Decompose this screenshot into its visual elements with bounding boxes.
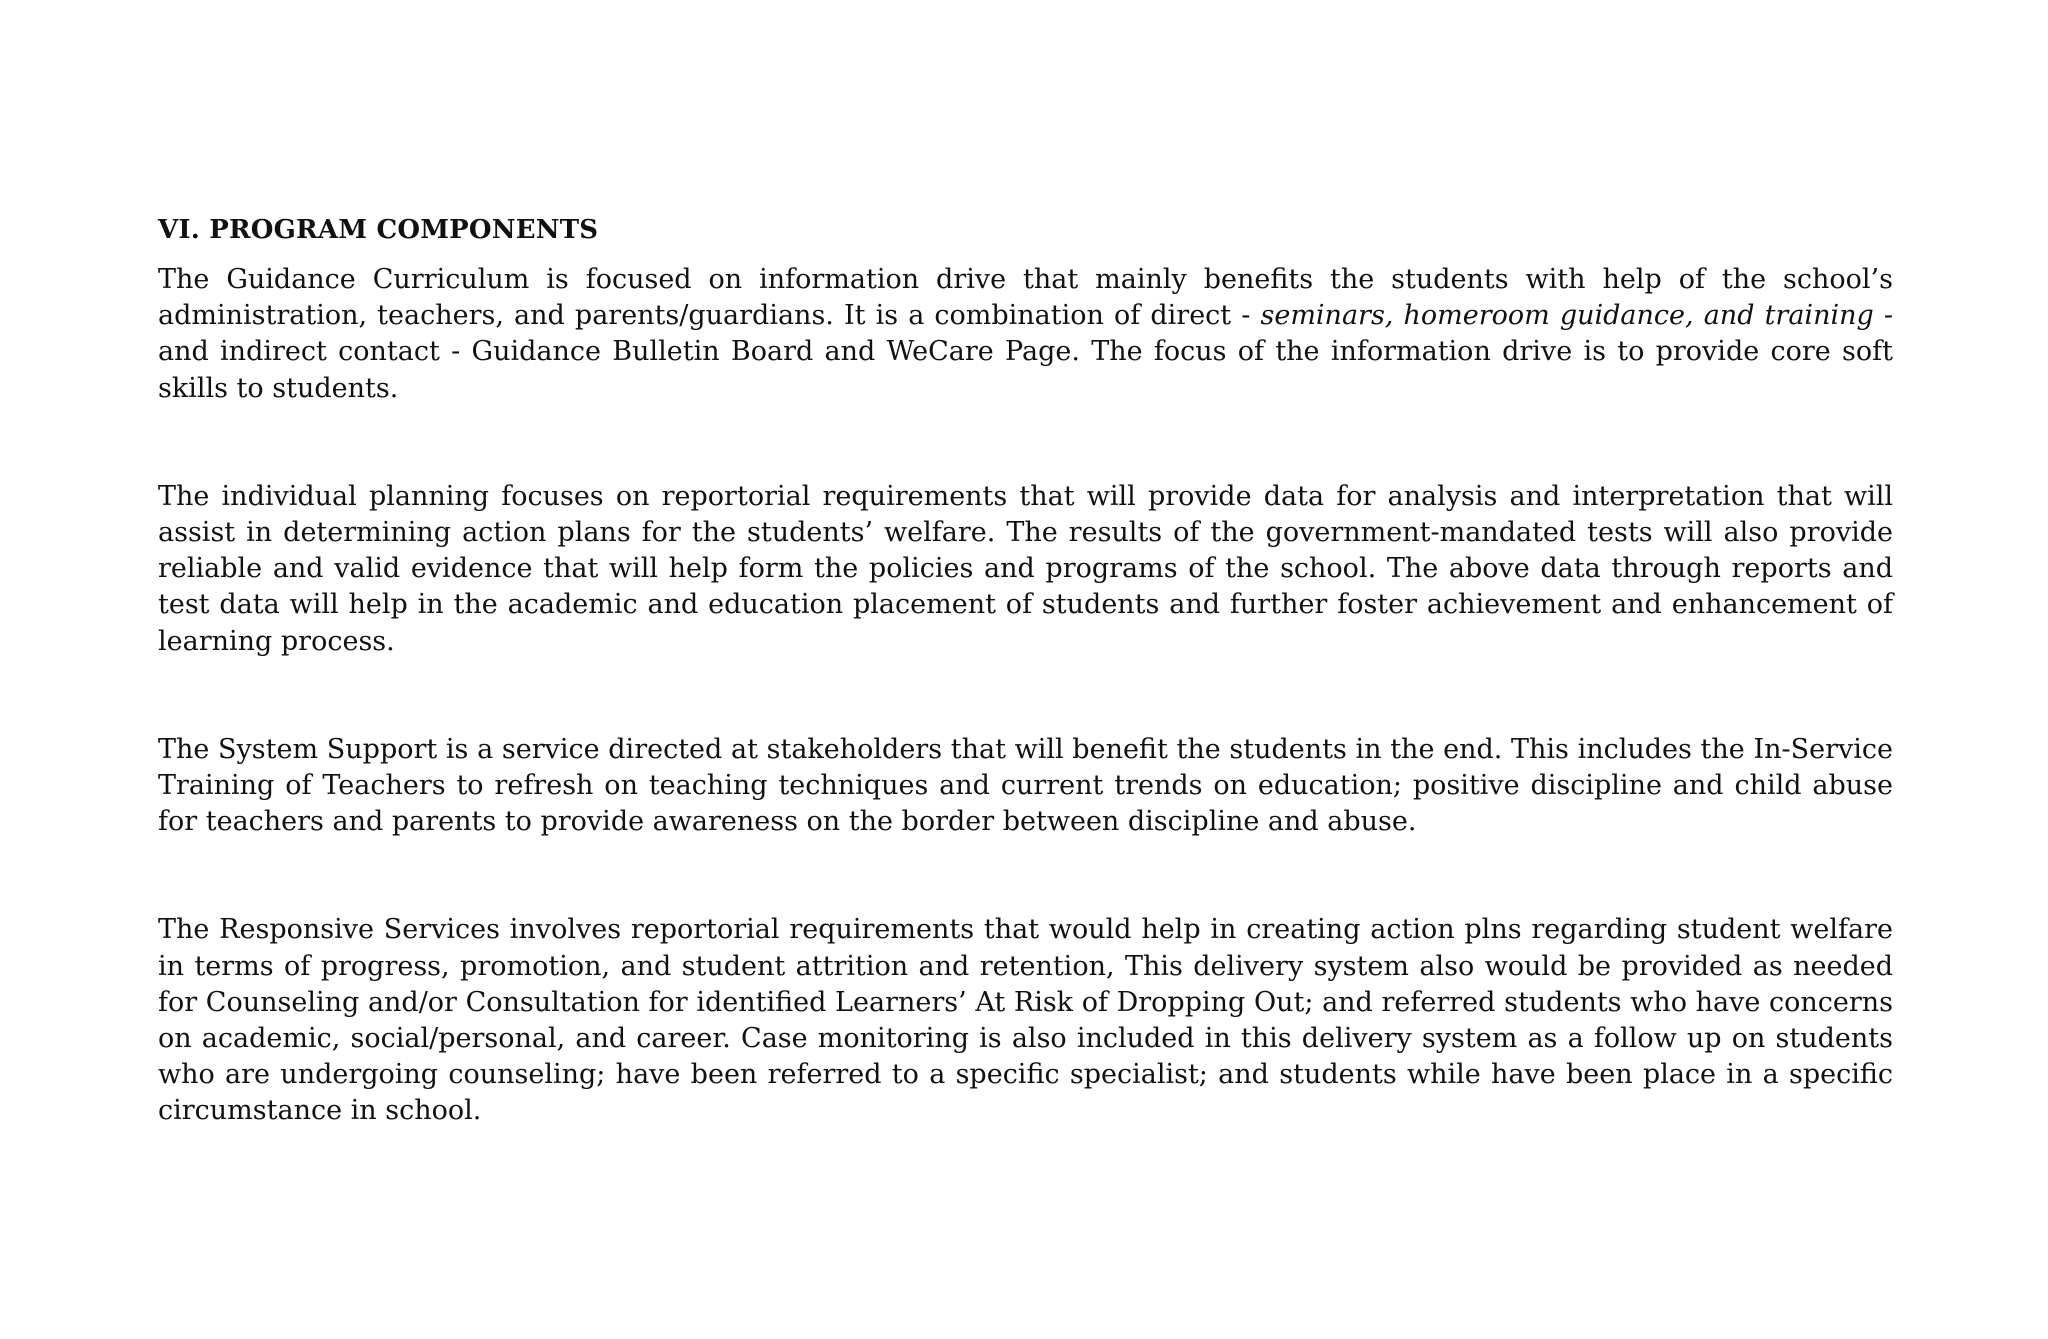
paragraph-responsive-services: The Responsive Services involves reportorial requirements that would help in creating action plns regarding student welfare in terms of progress, promotion, and student attrition and retention, This delivery system also would be provided as needed for Counseling and/or Consultation for identified Learners’ At Risk of Dropping Out; and referred students who have concerns on academic, social/personal, and career. Case monitoring is also included in this delivery system as a follow up on students who are undergoing counseling; have been referred to a specific specialist; and students while have been place in a specific circumstance in school.: [158, 914, 1893, 1127]
paragraph-system-support: The System Support is a service directed at stakeholders that will benefit the students in the end. This includes the In-Service Training of Teachers to refresh on teaching techniques and current trends on education; positive discipline and child abuse for teachers and parents to provide awareness on the border between discipline and abuse.: [158, 733, 1893, 838]
document-page: [158, 212, 1893, 1130]
guidance-curriculum-text-1: The Guidance Curriculum is focused on information drive that mainly benefits the students with help of the school’s administration, teachers, and parents/guardians. It is a combination of direct -: [158, 264, 1893, 332]
paragraph-individual-planning: The individual planning focuses on reportorial requirements that will provide data for analysis and interpretation that will assist in determining action plans for the students’ welfare. The results of the government-mandated tests will also provide reliable and valid evidence that will help form the policies and programs of the school. The above data through reports and test data will help in the academic and education placement of students and further foster achievement and enhancement of learning process.: [158, 480, 1893, 657]
guidance-curriculum-italic: seminars, homeroom guidance, and training: [1260, 300, 1874, 332]
paragraph-guidance-curriculum: [158, 262, 1893, 407]
guidance-curriculum-text-2: - and indirect contact - Guidance Bulletin Board and WeCare Page. The focus of the information drive is to provide core soft skills to students.: [158, 300, 1893, 404]
section-heading: VI. PROGRAM COMPONENTS: [158, 215, 599, 245]
